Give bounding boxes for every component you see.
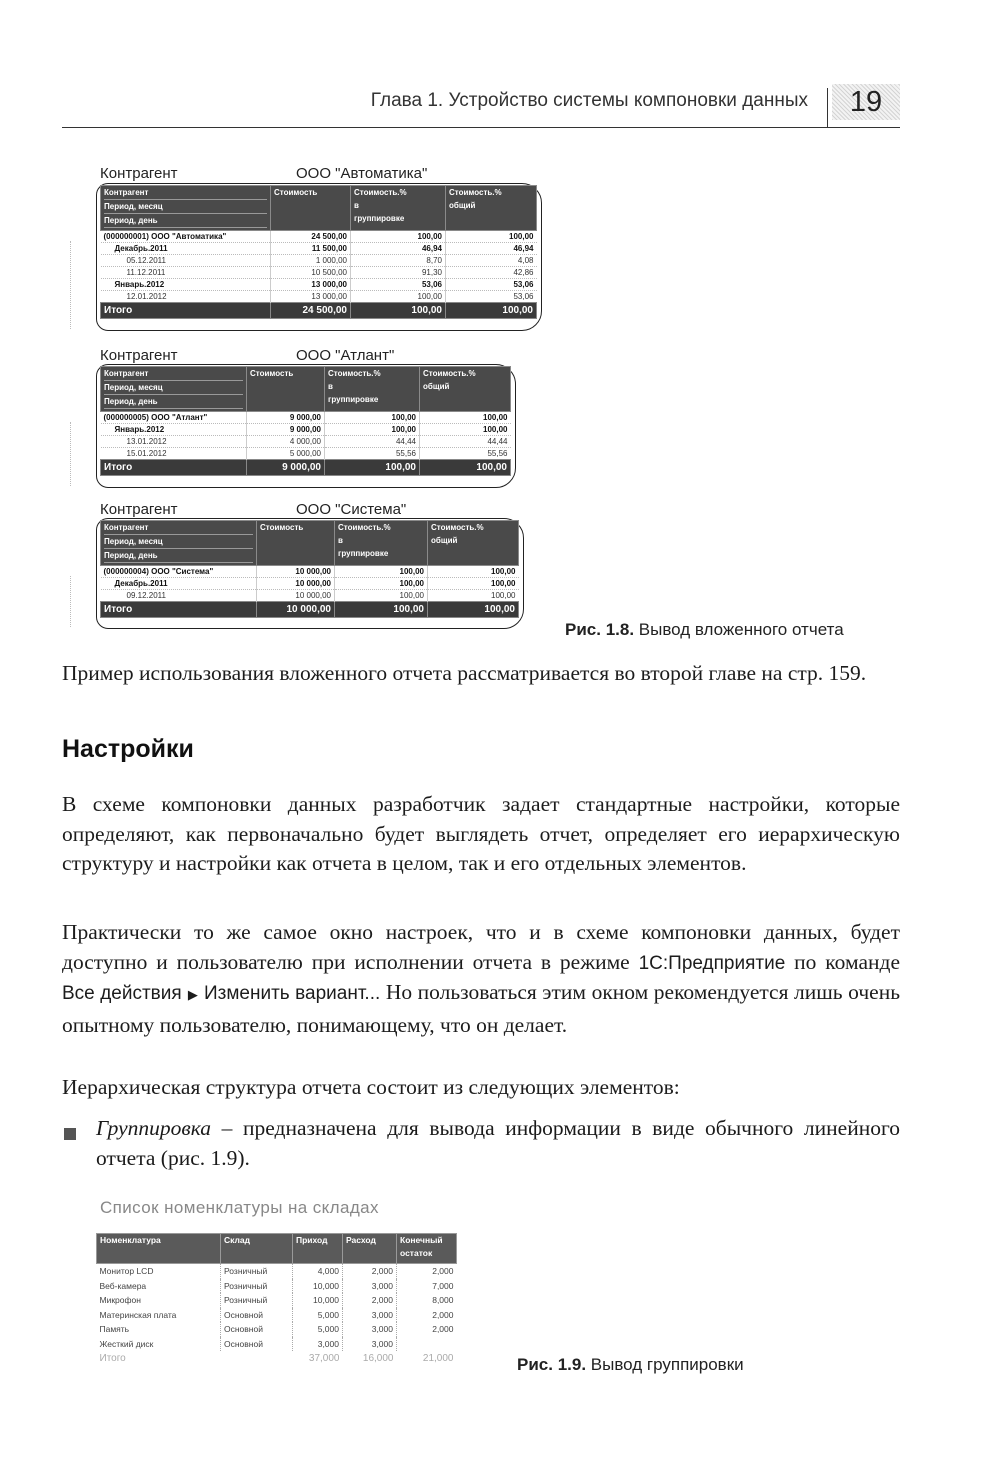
- cost-pct-total: 53,06: [446, 291, 537, 303]
- cost-value: 9 000,00: [247, 412, 325, 424]
- cost-pct-group: 100,00: [335, 566, 428, 578]
- table-row: [97, 1293, 457, 1308]
- tree-guide: [70, 241, 71, 329]
- total-cost: 10 000,00: [257, 602, 335, 618]
- header-divider: [827, 88, 828, 128]
- header-label: Контрагент: [104, 186, 267, 200]
- total-pct-total: 100,00: [446, 303, 537, 319]
- tree-guide: [70, 576, 71, 627]
- cost-pct-group: 100,00: [335, 590, 428, 602]
- column-header: Стоимость: [257, 521, 335, 566]
- figure-1-9-caption: [517, 1355, 744, 1375]
- cost-value: 4 000,00: [247, 436, 325, 448]
- table-cell: 5,000: [293, 1308, 343, 1323]
- table-cell: Монитор LCD: [99, 1266, 154, 1276]
- total-cell: Итого: [99, 1353, 126, 1364]
- bullet-item: [96, 1114, 900, 1173]
- table-cell: 8,000: [397, 1293, 457, 1308]
- cost-pct-total: 100,00: [420, 412, 511, 424]
- table-cell: Микрофон: [99, 1295, 141, 1305]
- cost-value: 13 000,00: [271, 291, 351, 303]
- total-row: [101, 460, 511, 476]
- arrow-right-icon: ▶: [187, 988, 198, 1003]
- total-cell: 21,000: [422, 1353, 454, 1364]
- party-label: Контрагент: [100, 165, 178, 182]
- cost-pct-total: 100,00: [428, 578, 519, 590]
- party-label: Контрагент: [100, 501, 178, 518]
- paragraph-4: Иерархическая структура отчета состоит из следующих элементов:: [62, 1075, 680, 1099]
- total-cell: [221, 1351, 293, 1367]
- paragraph-3: [62, 918, 900, 1040]
- header-labels: [101, 521, 257, 566]
- table-cell: 7,000: [397, 1279, 457, 1294]
- total-cost: 24 500,00: [271, 303, 351, 319]
- column-header: Расход: [343, 1234, 397, 1264]
- table-cell: 3,000: [343, 1337, 397, 1352]
- cost-pct-group: 100,00: [351, 291, 446, 303]
- report-row: [101, 243, 537, 255]
- row-name: 15.01.2012: [101, 448, 247, 460]
- cost-pct-group: 91,30: [351, 267, 446, 279]
- cost-value: 10 000,00: [257, 578, 335, 590]
- column-header: Стоимость.% в группировке: [351, 186, 446, 231]
- caption-text: Вывод группировки: [590, 1355, 744, 1374]
- column-header: Стоимость: [247, 367, 325, 412]
- cost-pct-group: 100,00: [325, 412, 420, 424]
- cost-pct-group: 8,70: [351, 255, 446, 267]
- table-cell: Розничный: [221, 1293, 293, 1308]
- column-header: Номенклатура: [97, 1234, 221, 1264]
- para3-part-c: Но пользоваться этим окном рекомендуется лишь очень опытному пользователю, понимающему, что он делает.: [62, 980, 901, 1037]
- header-label: Период, день: [104, 395, 243, 409]
- table-row: [97, 1279, 457, 1294]
- table-row: [97, 1337, 457, 1352]
- column-header: Стоимость.% в группировке: [335, 521, 428, 566]
- column-header: Стоимость.% общий: [446, 186, 537, 231]
- page-number: 19: [832, 84, 900, 120]
- row-name: Декабрь.2011: [101, 578, 257, 590]
- report-table: [100, 185, 537, 319]
- report-table: [100, 366, 511, 476]
- report-row: [101, 578, 519, 590]
- cost-pct-total: 100,00: [428, 590, 519, 602]
- row-name: 09.12.2011: [101, 590, 257, 602]
- total-pct-total: 100,00: [420, 460, 511, 476]
- cost-value: 1 000,00: [271, 255, 351, 267]
- cost-pct-group: 55,56: [325, 448, 420, 460]
- report-row: [101, 448, 511, 460]
- bullet-square-icon: [64, 1128, 76, 1140]
- row-name: (000000001) ООО "Автоматика": [101, 231, 271, 243]
- cost-pct-group: 46,94: [351, 243, 446, 255]
- cost-value: 10 500,00: [271, 267, 351, 279]
- report-table: [100, 520, 519, 618]
- report-row: [101, 255, 537, 267]
- cost-pct-group: 53,06: [351, 279, 446, 291]
- table-cell: 3,000: [293, 1337, 343, 1352]
- row-name: 05.12.2011: [101, 255, 271, 267]
- table-cell: Жесткий диск: [99, 1338, 154, 1349]
- figure-1-8-caption: [565, 620, 844, 640]
- header-label: Период, день: [104, 549, 253, 563]
- total-row: [101, 303, 537, 319]
- command-change-variant: Изменить вариант...: [204, 983, 381, 1004]
- table-row: [97, 1322, 457, 1337]
- table-cell: 2,000: [397, 1264, 457, 1279]
- report-row: [101, 424, 511, 436]
- row-name: 13.01.2012: [101, 436, 247, 448]
- cost-pct-total: 100,00: [428, 566, 519, 578]
- party-label: Контрагент: [100, 347, 178, 364]
- report-row: [101, 291, 537, 303]
- nomenclature-table: [96, 1233, 457, 1367]
- row-name: Январь.2012: [101, 424, 247, 436]
- total-cost: 9 000,00: [247, 460, 325, 476]
- cost-pct-group: 100,00: [335, 578, 428, 590]
- table-cell: 5,000: [293, 1322, 343, 1337]
- header-label: Период, день: [104, 214, 267, 228]
- total-pct-total: 100,00: [428, 602, 519, 618]
- caption-label: Рис. 1.8.: [565, 620, 635, 639]
- row-name: Январь.2012: [101, 279, 271, 291]
- table-cell: Основной: [221, 1337, 293, 1352]
- total-row: [97, 1351, 457, 1367]
- party-value: ООО "Система": [296, 501, 407, 518]
- cost-pct-total: 53,06: [446, 279, 537, 291]
- table-row: [97, 1308, 457, 1323]
- column-header: Стоимость.% общий: [420, 367, 511, 412]
- total-pct-group: 100,00: [351, 303, 446, 319]
- mode-name: 1С:Предприятие: [638, 952, 786, 974]
- report-row: [101, 231, 537, 243]
- cost-pct-total: 46,94: [446, 243, 537, 255]
- table-cell: Память: [99, 1324, 130, 1334]
- header-label: Период, месяц: [104, 535, 253, 549]
- chapter-title: Глава 1. Устройство системы компоновки данных: [370, 90, 808, 111]
- total-label: Итого: [101, 460, 247, 476]
- report-party-line: [100, 165, 540, 185]
- paragraph-1: Пример использования вложенного отчета рассматривается во второй главе на стр. 159.: [62, 661, 867, 685]
- table-cell: Основной: [221, 1322, 293, 1337]
- table-cell: Основной: [221, 1308, 293, 1323]
- cost-value: 10 000,00: [257, 566, 335, 578]
- section-heading: Настройки: [62, 735, 194, 763]
- total-label: Итого: [101, 303, 271, 319]
- report-row: [101, 566, 519, 578]
- table-cell: 3,000: [343, 1308, 397, 1323]
- figure-1-9-title: Список номенклатуры на складах: [100, 1198, 379, 1217]
- para3-part-a: Практически то же самое окно настроек, что и в схеме компоновки данных, будет доступно и пользователю при исполнении отчета в режиме: [62, 920, 900, 974]
- cost-value: 24 500,00: [271, 231, 351, 243]
- cost-pct-group: 44,44: [325, 436, 420, 448]
- table-cell: Веб-камера: [99, 1280, 147, 1291]
- running-header: [62, 88, 900, 128]
- column-header: Конечный остаток: [397, 1234, 457, 1264]
- table-cell: Розничный: [221, 1279, 293, 1294]
- command-all-actions: Все действия: [62, 983, 182, 1004]
- column-header: Стоимость.% общий: [428, 521, 519, 566]
- table-cell: 3,000: [343, 1322, 397, 1337]
- header-label: Период, месяц: [104, 381, 243, 395]
- header-label: Период, месяц: [104, 200, 267, 214]
- report-row: [101, 279, 537, 291]
- cost-pct-total: 44,44: [420, 436, 511, 448]
- cost-pct-group: 100,00: [351, 231, 446, 243]
- bullet-description: – предназначена для вывода информации в виде обычного линейного отчета (рис. 1.9).: [96, 1116, 900, 1170]
- column-header: Стоимость: [271, 186, 351, 231]
- party-value: ООО "Атлант": [296, 347, 395, 364]
- report-row: [101, 267, 537, 279]
- report-row: [101, 436, 511, 448]
- tree-guide: [70, 422, 71, 486]
- caption-label: Рис. 1.9.: [517, 1355, 587, 1374]
- row-name: Декабрь.2011: [101, 243, 271, 255]
- column-header: Приход: [293, 1234, 343, 1264]
- row-name: 12.01.2012: [101, 291, 271, 303]
- table-cell: 10,000: [293, 1293, 343, 1308]
- column-header: Склад: [221, 1234, 293, 1264]
- row-name: 11.12.2011: [101, 267, 271, 279]
- report-row: [101, 412, 511, 424]
- cost-value: 5 000,00: [247, 448, 325, 460]
- cost-value: 9 000,00: [247, 424, 325, 436]
- table-cell: Материнская плата: [99, 1309, 177, 1320]
- cost-pct-total: 100,00: [420, 424, 511, 436]
- party-value: ООО "Автоматика": [296, 165, 428, 182]
- row-name: (000000005) ООО "Атлант": [101, 412, 247, 424]
- cost-pct-group: 100,00: [325, 424, 420, 436]
- total-pct-group: 100,00: [325, 460, 420, 476]
- paragraph-2: В схеме компоновки данных разработчик задает стандартные настройки, которые определяют, как первоначально будет выглядеть отчет, определяет его иерархическую структуру и настройки как отчета в целом, так и его отдельных элементов.: [62, 792, 900, 875]
- table-cell: 10,000: [293, 1279, 343, 1294]
- cost-value: 11 500,00: [271, 243, 351, 255]
- table-cell: 3,000: [343, 1279, 397, 1294]
- total-cell: 16,000: [362, 1353, 394, 1364]
- para3-part-b: по команде: [785, 949, 900, 974]
- total-cell: 37,000: [308, 1353, 340, 1364]
- table-row: [97, 1264, 457, 1279]
- report-row: [101, 590, 519, 602]
- table-cell: 2,000: [397, 1308, 457, 1323]
- cost-pct-total: 4,08: [446, 255, 537, 267]
- header-label: Контрагент: [104, 367, 243, 381]
- cost-pct-total: 55,56: [420, 448, 511, 460]
- table-cell: 4,000: [293, 1264, 343, 1279]
- cost-value: 10 000,00: [257, 590, 335, 602]
- total-label: Итого: [101, 602, 257, 618]
- row-name: (000000004) ООО "Система": [101, 566, 257, 578]
- cost-pct-total: 100,00: [446, 231, 537, 243]
- table-cell: 2,000: [343, 1293, 397, 1308]
- cost-pct-total: 42,86: [446, 267, 537, 279]
- header-labels: [101, 367, 247, 412]
- cost-value: 13 000,00: [271, 279, 351, 291]
- table-cell: 2,000: [397, 1322, 457, 1337]
- header-labels: [101, 186, 271, 231]
- table-header-row: [97, 1234, 457, 1264]
- column-header: Стоимость.% в группировке: [325, 367, 420, 412]
- table-cell: [397, 1337, 457, 1352]
- total-pct-group: 100,00: [335, 602, 428, 618]
- table-cell: Розничный: [221, 1264, 293, 1279]
- total-row: [101, 602, 519, 618]
- bullet-term: Группировка: [96, 1116, 211, 1140]
- header-label: Контрагент: [104, 521, 253, 535]
- caption-text: Вывод вложенного отчета: [638, 620, 844, 639]
- table-cell: 2,000: [343, 1264, 397, 1279]
